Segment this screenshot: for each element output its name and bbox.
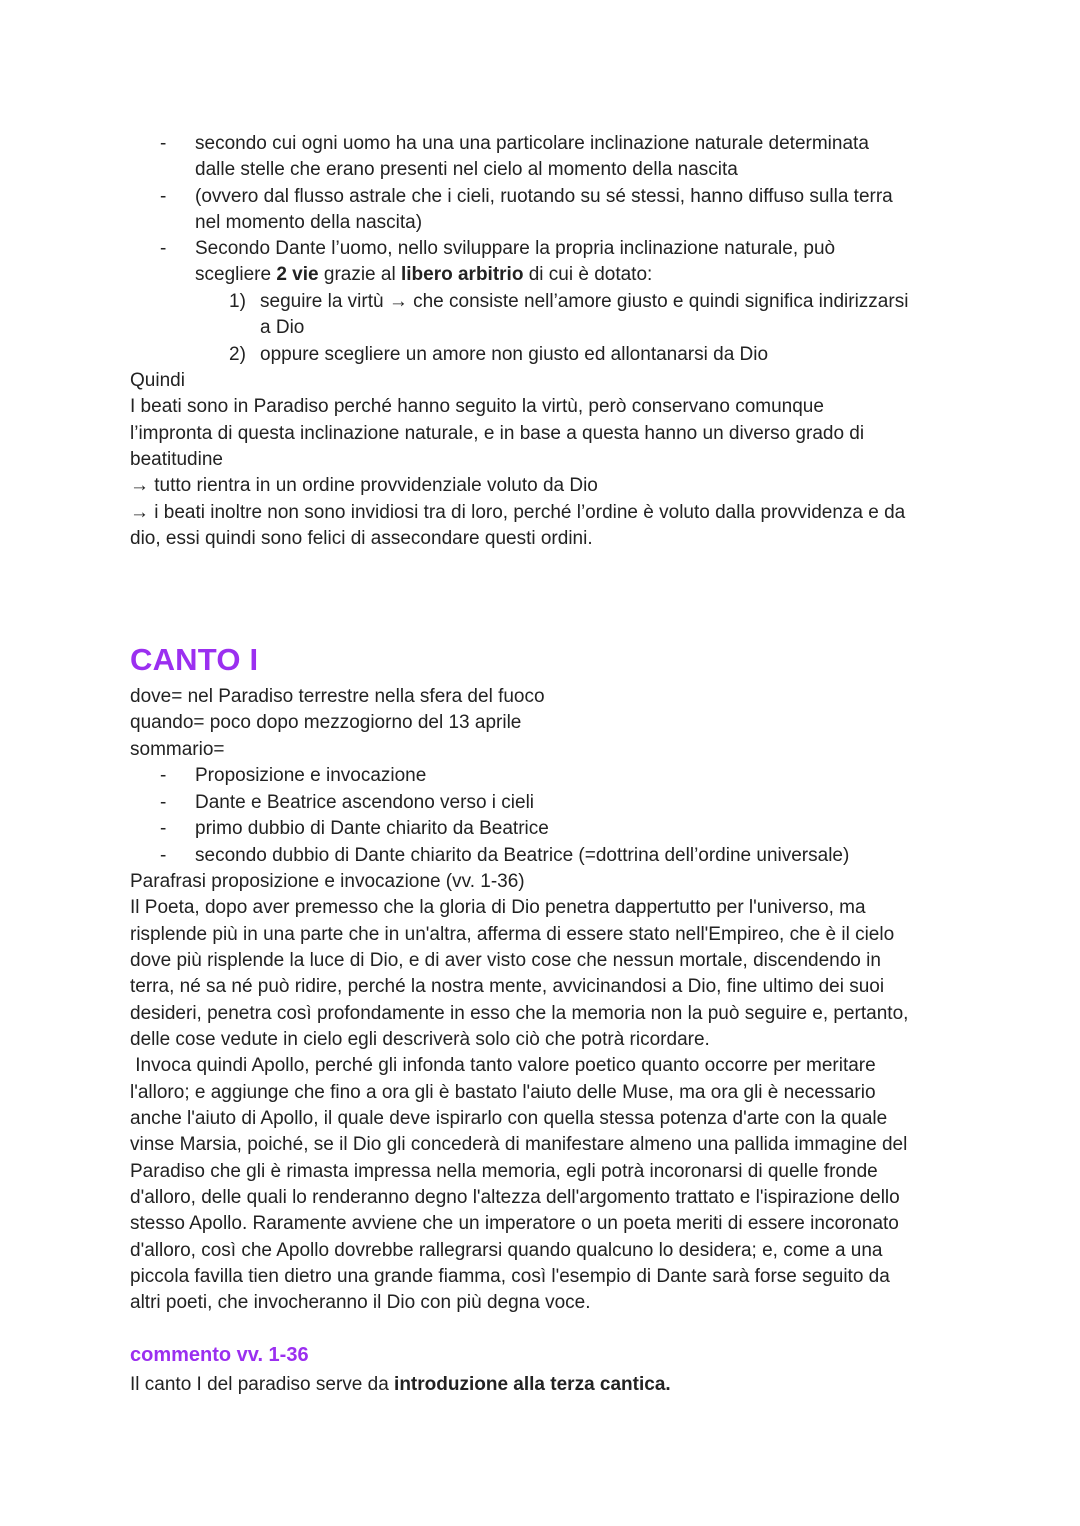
- list-number: 2): [229, 344, 246, 365]
- bullet-line: nel momento della nascita): [195, 212, 423, 233]
- parafrasi-line: l'alloro; e aggiunge che fino a ora gli è bastato l'aiuto delle Muse, ma ora gli è necessario: [130, 1082, 876, 1103]
- parafrasi-line: desideri, penetra così profondamente in esso che la memoria non la può seguire e, pertanto,: [130, 1003, 909, 1024]
- quindi-label: Quindi: [130, 370, 185, 391]
- bullet-dash: -: [160, 818, 167, 839]
- sommario-item: Dante e Beatrice ascendono verso i cieli: [195, 792, 535, 813]
- bullet-dash: -: [160, 845, 167, 866]
- commento-heading: commento vv. 1-36: [130, 1344, 309, 1366]
- list-number: 1): [229, 291, 246, 312]
- bullet-dash: -: [160, 133, 167, 154]
- commento-line: [130, 1372, 671, 1398]
- sommario-item: secondo dubbio di Dante chiarito da Beatrice (=dottrina dell’ordine universale): [195, 845, 850, 866]
- paragraph-line: beatitudine: [130, 449, 223, 470]
- bullet-dash: -: [160, 765, 167, 786]
- parafrasi-line: Il Poeta, dopo aver premesso che la gloria di Dio penetra dappertutto per l'universo, ma: [130, 897, 866, 918]
- canto-info-line: quando= poco dopo mezzogiorno del 13 aprile: [130, 712, 522, 733]
- bullet-line: Secondo Dante l’uomo, nello sviluppare la propria inclinazione naturale, può: [195, 238, 836, 259]
- bullet-line: dalle stelle che erano presenti nel cielo al momento della nascita: [195, 159, 738, 180]
- parafrasi-line: altri poeti, che invocheranno il Dio con più degna voce.: [130, 1292, 591, 1313]
- parafrasi-line: delle cose vedute in cielo egli descriverà solo ciò che potrà ricordare.: [130, 1029, 710, 1050]
- parafrasi-line: anche l'aiuto di Apollo, il quale deve ispirarlo con quella stessa potenza d'arte con la quale: [130, 1108, 888, 1129]
- paragraph-line: → tutto rientra in un ordine provvidenziale voluto da Dio: [130, 475, 598, 496]
- parafrasi-line: Invoca quindi Apollo, perché gli infonda tanto valore poetico quanto occorre per meritare: [130, 1055, 876, 1076]
- bullet-dash: -: [160, 186, 167, 207]
- parafrasi-line: stesso Apollo. Raramente avviene che un imperatore o un poeta meriti di essere incoronato: [130, 1213, 899, 1234]
- sommario-item: Proposizione e invocazione: [195, 765, 427, 786]
- bold-text-run: introduzione alla terza cantica.: [394, 1374, 671, 1395]
- parafrasi-line: terra, né sa né può ridire, perché la nostra mente, avvicinandosi a Dio, fine ultimo dei suoi: [130, 976, 885, 997]
- canto-info-line: sommario=: [130, 739, 225, 760]
- bullet-dash: -: [160, 238, 167, 259]
- paragraph-line: → i beati inoltre non sono invidiosi tra di loro, perché l’ordine è voluto dalla provvidenza e da: [130, 502, 906, 523]
- paragraph-line: l’impronta di questa inclinazione naturale, e in base a questa hanno un diverso grado di: [130, 423, 865, 444]
- numbered-line: a Dio: [260, 317, 305, 338]
- parafrasi-line: d'alloro, delle quali lo renderanno degno l'altezza dell'argomento trattato e l'ispirazione dello: [130, 1187, 900, 1208]
- parafrasi-line: Paradiso che gli è rimasta impressa nella memoria, egli potrà incoronarsi di quelle fronde: [130, 1161, 878, 1182]
- bold-text-run: 2 vie: [276, 264, 319, 285]
- paragraph-line: I beati sono in Paradiso perché hanno seguito la virtù, però conservano comunque: [130, 396, 824, 417]
- parafrasi-line: risplende più in una parte che in un'altra, afferma di essere stato nell'Empireo, che è il cielo: [130, 924, 895, 945]
- numbered-line: seguire la virtù → che consiste nell’amore giusto e quindi significa indirizzarsi: [260, 291, 909, 312]
- parafrasi-line: dove più risplende la luce di Dio, e di aver visto cose che nessun mortale, discendendo in: [130, 950, 881, 971]
- bullet-line: (ovvero dal flusso astrale che i cieli, ruotando su sé stessi, hanno diffuso sulla terra: [195, 186, 893, 207]
- sommario-item: primo dubbio di Dante chiarito da Beatrice: [195, 818, 549, 839]
- parafrasi-line: vinse Marsia, poiché, se il Dio gli concederà di manifestare almeno una pallida immagine del: [130, 1134, 908, 1155]
- parafrasi-line: d'alloro, così che Apollo dovrebbe rallegrarsi quando qualcuno lo desidera; e, come a una: [130, 1240, 883, 1261]
- text-run: grazie al: [318, 264, 401, 285]
- canto-heading: CANTO I: [130, 642, 259, 677]
- bullet-dash: -: [160, 792, 167, 813]
- parafrasi-line: Parafrasi proposizione e invocazione (vv. 1-36): [130, 871, 525, 892]
- bullet-line: secondo cui ogni uomo ha una una particolare inclinazione naturale determinata: [195, 133, 869, 154]
- bullet-line-rich: [195, 262, 652, 288]
- canto-info-line: dove= nel Paradiso terrestre nella sfera del fuoco: [130, 686, 545, 707]
- parafrasi-line: piccola favilla tien dietro una grande fiamma, così l'esempio di Dante sarà forse seguito da: [130, 1266, 890, 1287]
- text-run: scegliere: [195, 264, 277, 285]
- numbered-line: oppure scegliere un amore non giusto ed allontanarsi da Dio: [260, 344, 769, 365]
- text-run: di cui è dotato:: [523, 264, 653, 285]
- bold-text-run: libero arbitrio: [400, 264, 524, 285]
- paragraph-line: dio, essi quindi sono felici di assecondare questi ordini.: [130, 528, 593, 549]
- text-run: Il canto I del paradiso serve da: [130, 1374, 395, 1395]
